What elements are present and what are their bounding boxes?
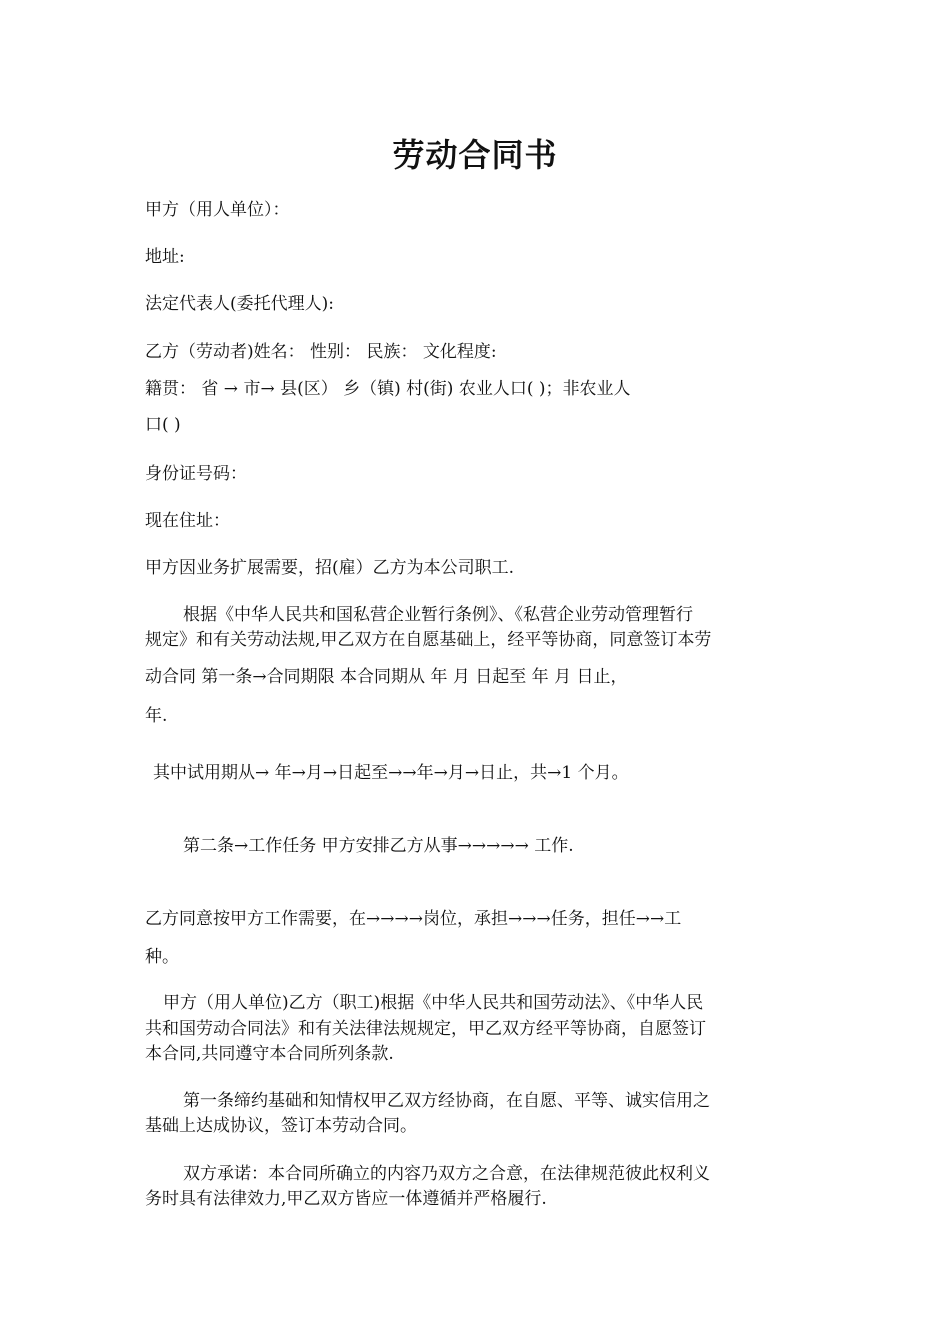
commitment-line: 务时具有法律效力,甲乙双方皆应一体遵循并严格履行. xyxy=(145,1189,547,1209)
duties-line: 乙方同意按甲方工作需要，在→→→→岗位，承担→→→任务，担任→→工 xyxy=(145,909,682,929)
id-number-line: 身份证号码： xyxy=(145,464,247,484)
address-line: 地址: xyxy=(145,247,185,267)
article-one-line: 基础上达成协议，签订本劳动合同。 xyxy=(145,1116,417,1136)
duties-line-cont: 种。 xyxy=(145,947,179,967)
preamble-paragraph-line: 共和国劳动合同法》和有关法律法规规定，甲乙双方经平等协商，自愿签订 xyxy=(145,1019,706,1039)
probation-line: 其中试用期从→ 年→月→日起至→→年→月→日止，共→1 个月。 xyxy=(153,763,629,783)
basis-paragraph-line: 规定》和有关劳动法规,甲乙双方在自愿基础上，经平等协商，同意签订本劳 xyxy=(145,630,712,650)
legal-rep-line: 法定代表人(委托代理人): xyxy=(145,294,334,314)
article-two-line: 第二条→工作任务 甲方安排乙方从事→→→→→ 工作. xyxy=(183,836,574,856)
contract-term-line-cont: 年. xyxy=(145,706,168,726)
preamble-paragraph-line: 本合同,共同遵守本合同所列条款. xyxy=(145,1044,394,1064)
native-place-line: 籍贯： 省 → 市→ 县(区） 乡（镇) 村(街) 农业人口( )；非农业人 xyxy=(145,379,631,399)
preamble-paragraph-line: 甲方（用人单位)乙方（职工)根据《中华人民共和国劳动法》、《中华人民 xyxy=(163,993,704,1013)
party-b-line: 乙方（劳动者)姓名： 性别： 民族： 文化程度: xyxy=(145,342,497,362)
commitment-line: 双方承诺：本合同所确立的内容乃双方之合意，在法律规范彼此权利义 xyxy=(183,1164,710,1184)
native-place-line-cont: 口( ) xyxy=(145,415,181,435)
hiring-statement-line: 甲方因业务扩展需要，招(雇）乙方为本公司职工. xyxy=(145,558,515,578)
party-a-line: 甲方（用人单位）： xyxy=(145,200,290,220)
basis-paragraph-line: 根据《中华人民共和国私营企业暂行条例》、《私营企业劳动管理暂行 xyxy=(183,605,693,625)
article-one-line: 第一条缔约基础和知情权甲乙双方经协商，在自愿、平等、诚实信用之 xyxy=(183,1091,710,1111)
document-title: 劳动合同书 xyxy=(392,136,558,174)
current-address-line: 现在住址： xyxy=(145,511,230,531)
contract-term-line: 动合同 第一条→合同期限 本合同期从 年 月 日起至 年 月 日止， xyxy=(145,667,628,687)
